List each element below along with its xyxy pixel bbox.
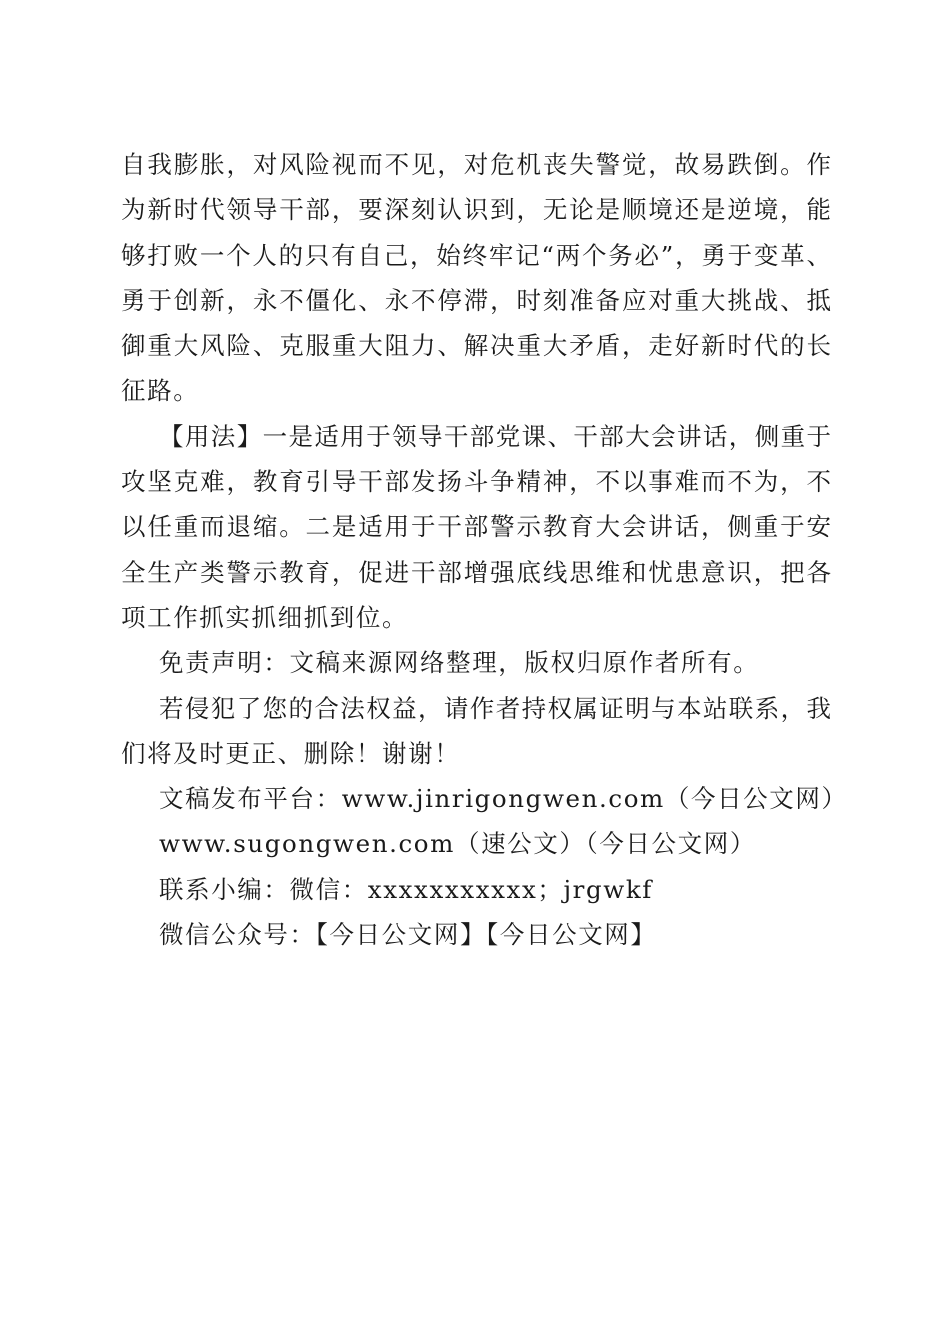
paragraph-line: 攻坚克难，教育引导干部发扬斗争精神，不以事难而不为，不 (121, 467, 831, 497)
wechat-account-text: 微信公众号：【今日公文网】【今日公文网】 (159, 920, 657, 950)
paragraph-conclusion (121, 142, 831, 414)
paragraph-line: 以任重而退缩。二是适用于干部警示教育大会讲话，侧重于安 (121, 512, 831, 542)
paragraph-line: 御重大风险、克服重大阻力、解决重大矛盾，走好新时代的长 (121, 331, 831, 361)
disclaimer-text: 免责声明：文稿来源网络整理，版权归原作者所有。 (159, 648, 760, 678)
paragraph-usage (121, 414, 831, 640)
paragraph-line: 项工作抓实抓细抓到位。 (121, 602, 409, 632)
paragraph-line: 够打败一个人的只有自己，始终牢记“两个务必”，勇于变革、 (121, 240, 831, 270)
document-body (121, 142, 848, 957)
paragraph-line: 全生产类警示教育，促进干部增强底线思维和忧患意识，把各 (121, 557, 831, 587)
paragraph-line: 为新时代领导干部，要深刻认识到，无论是顺境还是逆境，能 (121, 195, 831, 225)
platform-text: 文稿发布平台：www.jinrigongwen.com（今日公文网） (159, 784, 848, 814)
paragraph-line: 若侵犯了您的合法权益，请作者持权属证明与本站联系，我 (159, 693, 831, 723)
paragraph-line: 勇于创新，永不僵化、永不停滞，时刻准备应对重大挑战、抵 (121, 285, 831, 315)
paragraph-line: 【用法】一是适用于领导干部党课、干部大会讲话，侧重于 (159, 421, 831, 451)
paragraph-infringement (121, 686, 831, 777)
paragraph-line: 征路。 (121, 376, 200, 406)
paragraph-line: 自我膨胀，对风险视而不见，对危机丧失警觉，故易跌倒。作 (121, 150, 831, 179)
paragraph-line: 们将及时更正、删除！谢谢！ (121, 738, 461, 768)
contact-text: 联系小编：微信：xxxxxxxxxxx；jrgwkf (159, 874, 653, 904)
site-text: www.sugongwen.com（速公文）（今日公文网） (159, 829, 756, 859)
